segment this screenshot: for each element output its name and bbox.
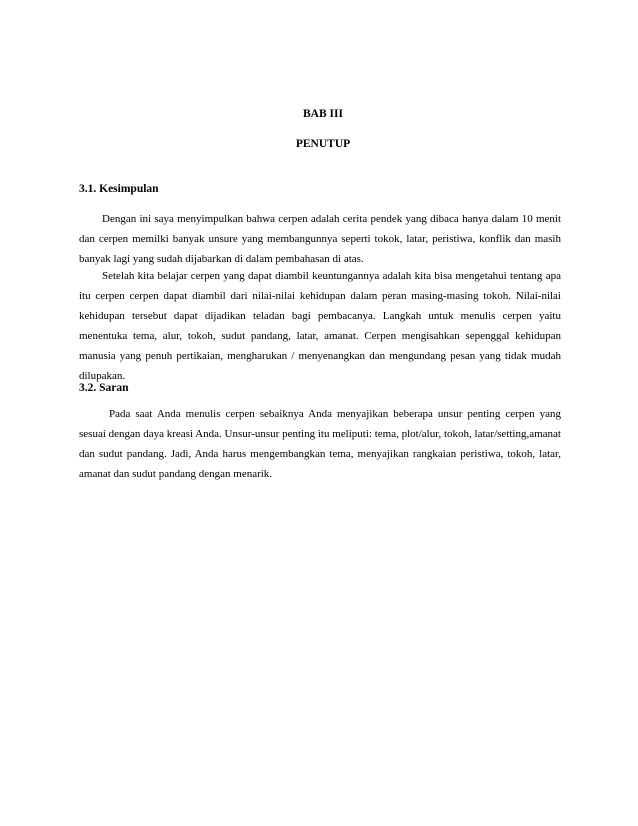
- chapter-label: BAB III: [303, 108, 343, 120]
- paragraph-saran-1: Pada saat Anda menulis cerpen sebaiknya Anda menyajikan beberapa unsur penting cerpen yang sesuai dengan daya kreasi Anda. Unsur-unsur penting itu meliputi: tema, plot/alur, tokoh, latar/setting,amanat dan sudut pandang. Jadi, Anda harus mengembangkan tema, menyajikan rangkaian peristiwa, tokoh, latar, amanat dan sudut pandang dengan menarik.: [79, 408, 561, 480]
- paragraph-kesimpulan-1: Dengan ini saya menyimpulkan bahwa cerpen adalah cerita pendek yang dibaca hanya dalam 10 menit dan cerpen memilki banyak unsure yang membangunnya seperti tokok, latar, peristiwa, konflik dan masih banyak lagi yang sudah dijabarkan di dalam pembahasan di atas.: [79, 213, 561, 265]
- section-heading-saran: 3.2. Saran: [79, 382, 129, 394]
- chapter-title: PENUTUP: [295, 138, 351, 150]
- section-heading-kesimpulan: 3.1. Kesimpulan: [79, 183, 159, 195]
- paragraph-kesimpulan-2: Setelah kita belajar cerpen yang dapat diambil keuntungannya adalah kita bisa mengetahui tentang apa itu cerpen cerpen dapat diambil dari nilai-nilai kehidupan dalam peran masing-masing tokoh. Nilai-nilai kehidupan tersebut dapat dijadikan teladan bagi pembacanya. Langkah untuk menulis cerpen yaitu menentuka tema, alur, tokoh, sudut pandang, latar, amanat. Cerpen mengisahkan sepenggal kehidupan manusia yang penuh pertikaian, mengharukan / menyenangkan dan mengundang pesan yang tidak mudah dilupakan.: [79, 270, 561, 382]
